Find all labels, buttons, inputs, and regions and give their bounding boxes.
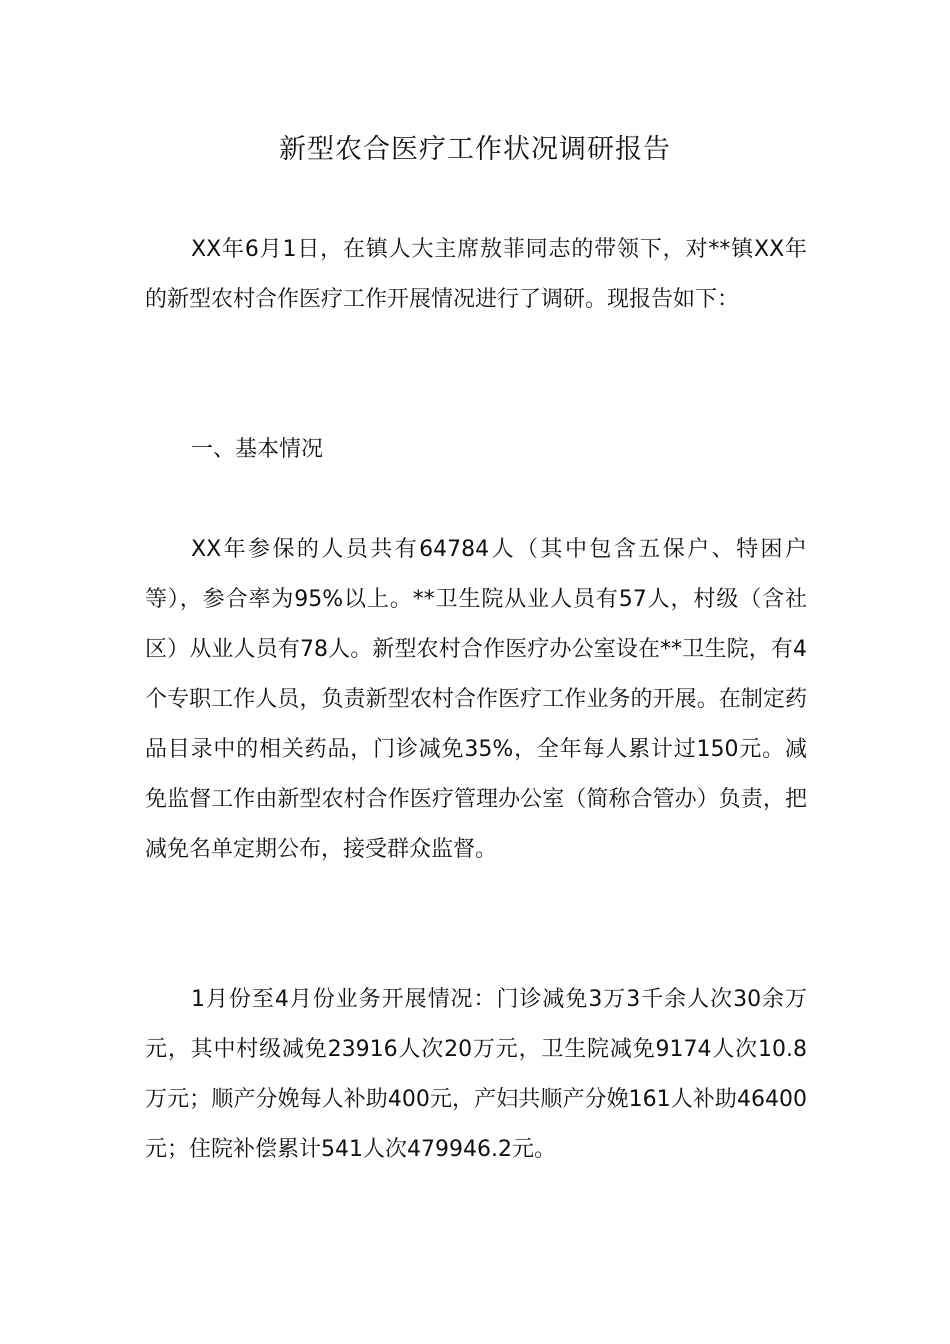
document-title: 新型农合医疗工作状况调研报告: [279, 134, 671, 165]
section-heading-basic: 一、基本情况: [191, 437, 324, 462]
intro-paragraph: XX年6月1日，在镇人大主席敖菲同志的带领下，对**镇XX年的新型农村合作医疗工作开展情况进行了调研。现报告如下：: [145, 237, 807, 312]
business-progress-paragraph: 1月份至4月份业务开展情况：门诊减免3万3千余人次30余万元，其中村级减免23916人次20万元，卫生院减免9174人次10.8万元；顺产分娩每人补助400元，产妇共顺产分娩161人补助46400元；住院补偿累计541人次479946.2元。: [145, 987, 807, 1162]
basic-situation-paragraph: XX年参保的人员共有64784人（其中包含五保户、特困户等），参合率为95%以上。**卫生院从业人员有57人，村级（含社区）从业人员有78人。新型农村合作医疗办公室设在**卫生院，有4个专职工作人员，负责新型农村合作医疗工作业务的开展。在制定药品目录中的相关药品，门诊减免35%，全年每人累计过150元。减免监督工作由新型农村合作医疗管理办公室（简称合管办）负责，把减免名单定期公布，接受群众监督。: [145, 537, 807, 862]
